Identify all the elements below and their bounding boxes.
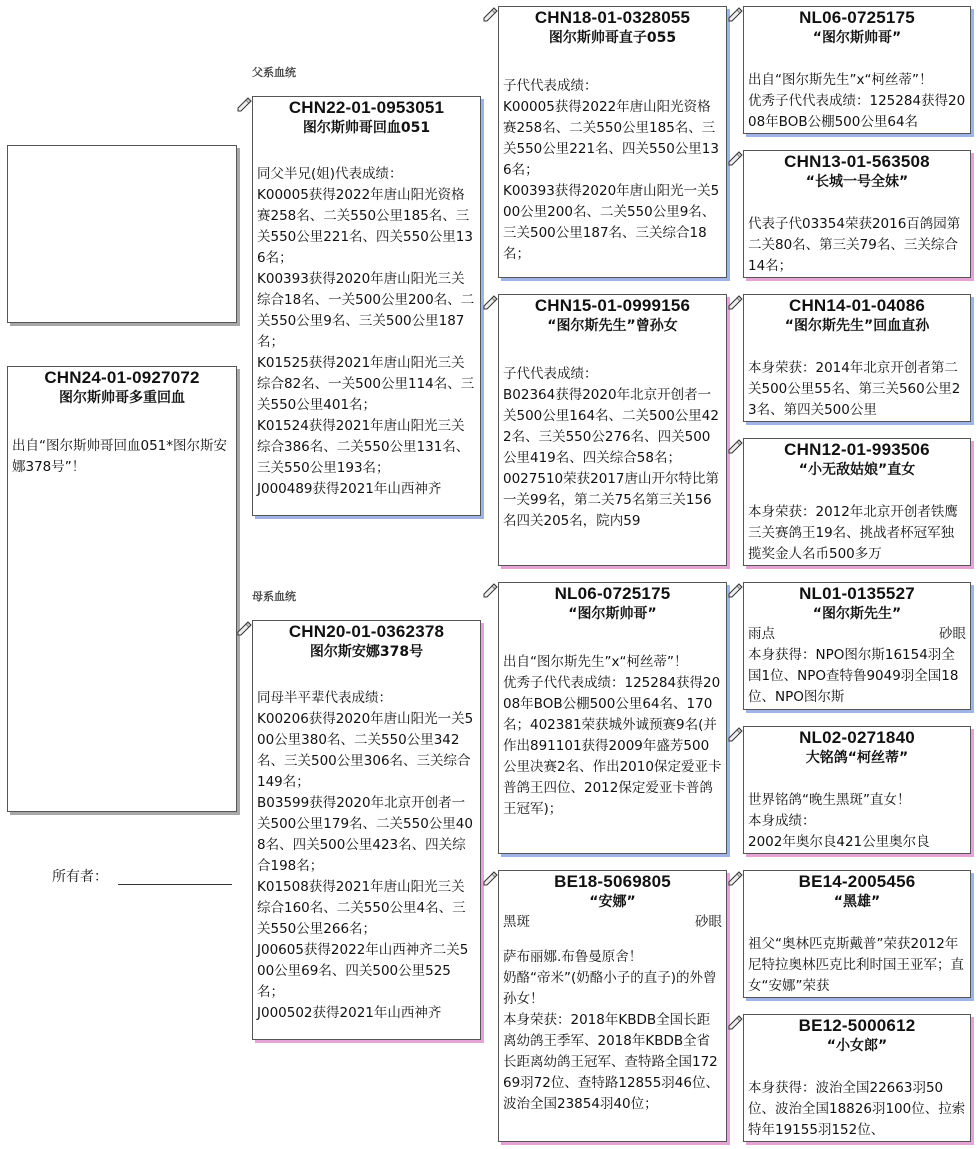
paternal-grandsire-card[interactable]: [498, 6, 727, 278]
sire-notes: 同父半兄(姐)代表成绩： K00005获得2022年唐山阳光资格赛258名、二关550公里185名、三关550公里221名、四关550公里136名； K00393获得2020年唐山阳光三关综合18名、一关500公里200名、二关550公里9名、三关500公里187名； K01525获得2021年唐山阳光三关综合82名、一关500公里114名、三关550公里401名； K01524获得2021年唐山阳光三关综合386名、二关550公里131名、三关550公里193名； J000489获得2021年山西神齐: [257, 166, 475, 497]
ssd-notes: 代表子代03354荣获2016百鸽园第二关80名、第三关79名、三关综合14名；: [748, 216, 961, 274]
dd-name: “安娜”: [589, 894, 636, 910]
sds-card[interactable]: [743, 294, 971, 422]
ddd-ring: BE12-5000612: [798, 1016, 916, 1035]
dds-name: “黑雄”: [833, 894, 881, 910]
sire-edit-icon[interactable]: [236, 96, 252, 112]
ds-name: “图尔斯帅哥”: [568, 606, 657, 622]
ssd-edit-icon[interactable]: [727, 150, 743, 166]
ds-ring: NL06-0725175: [554, 584, 671, 603]
sds-notes: 本身荣获：2014年北京开创者第二关500公里55名、第三关560公里23名、第四关500公里: [748, 360, 961, 418]
dd-notes: 萨布丽娜.布鲁曼原舍！ 奶酪“帝米”(奶酪小子的直子)的外曾孙女！ 本身荣获：2018年KBDB全国长距离幼鸽王季军、2018年KBDB全省长距离幼鸽王冠军、查特路全国17269羽72位、查特路12855羽46位、波治全国23854羽40位；: [503, 949, 719, 1112]
dam-notes: 同母半平辈代表成绩： K00206获得2020年唐山阳光一关500公里380名、二关550公里342名、三关500公里306名、三关综合149名； B03599获得2020年北京开创者一关500公里179名、二关550公里408名、四关500公里423名、四关综合198名； K01508获得2021年唐山阳光三关综合160名、二关550公里4名、三关550公里266名； J00605获得2022年山西神齐二关500公里69名、四关500公里525名； J000502获得2021年山西神齐: [257, 690, 474, 1021]
sd-edit-icon[interactable]: [482, 294, 498, 310]
dds-ring: BE14-2005456: [798, 872, 916, 891]
dsd-edit-icon[interactable]: [727, 726, 743, 742]
ds-edit-icon[interactable]: [482, 582, 498, 598]
owner-label: 所有者：: [52, 869, 108, 885]
dsd-notes: 世界铭鸽“晚生黑斑”直女！ 本身成绩： 2002年奥尔良421公里奥尔良: [748, 792, 930, 850]
dss-traits: [744, 624, 970, 645]
ss-notes: 子代代表成绩： K00005获得2022年唐山阳光资格赛258名、二关550公里185名、三关550公里221名、四关550公里136名； K00393获得2020年唐山阳光一关500公里200名、二关550公里9名、三关500公里187名、三关综合18名；: [503, 78, 720, 262]
ds-notes: 出自“图尔斯先生”x“柯丝蒂”！ 优秀子代代表成绩：125284获得2008年BOB公棚500公里64名、170名；402381荣获城外诚预赛9名(并作出891101获得2009年盛芳500公里决赛2名、作出2010保定爱亚卡普鸽王四位、2012保定爱亚卡普鸽王冠军)；: [503, 654, 722, 817]
sds-edit-icon[interactable]: [727, 294, 743, 310]
dd-eye: 砂眼: [695, 914, 722, 930]
dsd-card[interactable]: [743, 726, 971, 854]
dds-notes: 祖父“奥林匹克斯戴普”荣获2012年尼特拉奥林匹克比利时国王亚军；直女“安娜”荣获: [748, 936, 964, 994]
sdd-ring: CHN12-01-993506: [784, 440, 930, 459]
dam-edit-icon[interactable]: [236, 620, 252, 636]
dd-traits: [499, 912, 726, 933]
sss-notes: 出自“图尔斯先生”x“柯丝蒂”！ 优秀子代代表成绩：125284获得2008年BOB公棚500公里64名: [748, 72, 966, 130]
dam-card[interactable]: [252, 620, 481, 1040]
ss-name: 图尔斯帅哥直子055: [548, 30, 677, 46]
paternal-granddam-card[interactable]: [498, 294, 727, 566]
subject-card[interactable]: [7, 366, 237, 812]
ddd-notes: 本身获得：波治全国22663羽50位、波治全国18826羽100位、拉索特年19155羽152位、: [748, 1080, 966, 1138]
dd-edit-icon[interactable]: [482, 870, 498, 886]
dss-eye: 砂眼: [939, 626, 966, 642]
dss-name: “图尔斯先生”: [812, 606, 902, 622]
maternal-section-label: 母系血统: [252, 590, 296, 603]
dsd-name: 大铭鸽“柯丝蒂”: [805, 750, 909, 766]
subject-name: 图尔斯帅哥多重回血: [59, 390, 185, 406]
sire-ring: CHN22-01-0953051: [288, 98, 445, 117]
ssd-ring: CHN13-01-563508: [784, 152, 930, 171]
dss-card[interactable]: [743, 582, 971, 710]
dss-edit-icon[interactable]: [727, 582, 743, 598]
sss-ring: NL06-0725175: [799, 8, 915, 27]
subject-notes: 出自“图尔斯帅哥回血051*图尔斯安娜378号”！: [12, 438, 228, 475]
dam-name: 图尔斯安娜378号: [309, 644, 424, 660]
sss-edit-icon[interactable]: [727, 6, 743, 22]
dsd-ring: NL02-0271840: [799, 728, 915, 747]
sdd-card[interactable]: [743, 438, 971, 566]
dd-color: 黑斑: [503, 914, 530, 930]
dds-edit-icon[interactable]: [727, 870, 743, 886]
ss-ring: CHN18-01-0328055: [534, 8, 691, 27]
sd-name: “图尔斯先生”曾孙女: [547, 318, 678, 334]
sd-ring: CHN15-01-0999156: [534, 296, 691, 315]
subject-ring: CHN24-01-0927072: [44, 368, 200, 387]
ss-edit-icon[interactable]: [482, 6, 498, 22]
sss-card[interactable]: [743, 6, 971, 134]
owner-field[interactable]: [118, 884, 232, 885]
photo-placeholder[interactable]: [7, 145, 237, 323]
sds-name: “图尔斯先生”回血直孙: [784, 318, 930, 334]
dam-ring: CHN20-01-0362378: [288, 622, 445, 641]
dds-card[interactable]: [743, 870, 971, 998]
dss-ring: NL01-0135527: [799, 584, 915, 603]
ddd-name: “小女郎”: [826, 1038, 888, 1054]
maternal-granddam-card[interactable]: [498, 870, 727, 1142]
sire-card[interactable]: [252, 96, 481, 516]
dss-notes: 本身获得：NPO图尔斯16154羽全国1位、NPO查特鲁9049羽全国18位、NPO图尔斯: [748, 647, 959, 705]
ssd-card[interactable]: [743, 150, 971, 278]
sds-ring: CHN14-01-04086: [788, 296, 926, 315]
sdd-edit-icon[interactable]: [727, 438, 743, 454]
sdd-notes: 本身荣获：2012年北京开创者铁鹰三关赛鸽王19名、挑战者杯冠军独揽奖金人名币500多万: [748, 504, 958, 562]
sdd-name: “小无敌姑娘”直女: [798, 462, 916, 478]
sd-notes: 子代代表成绩： B02364获得2020年北京开创者一关500公里164名、二关500公里422名、三关550公276名、四关500公里419名、四关综合58名； 0027510荣获2017唐山开尔特比第一关99名，第二关75名第三关156名四关205名，院内59: [503, 366, 719, 529]
ddd-edit-icon[interactable]: [727, 1014, 743, 1030]
dd-ring: BE18-5069805: [554, 872, 671, 891]
ssd-name: “长城一号全妹”: [805, 174, 909, 190]
paternal-section-label: 父系血统: [252, 66, 296, 79]
sire-name: 图尔斯帅哥回血051: [302, 120, 431, 136]
sss-name: “图尔斯帅哥”: [812, 30, 902, 46]
dss-color: 雨点: [748, 626, 775, 642]
ddd-card[interactable]: [743, 1014, 971, 1142]
maternal-grandsire-card[interactable]: [498, 582, 727, 854]
